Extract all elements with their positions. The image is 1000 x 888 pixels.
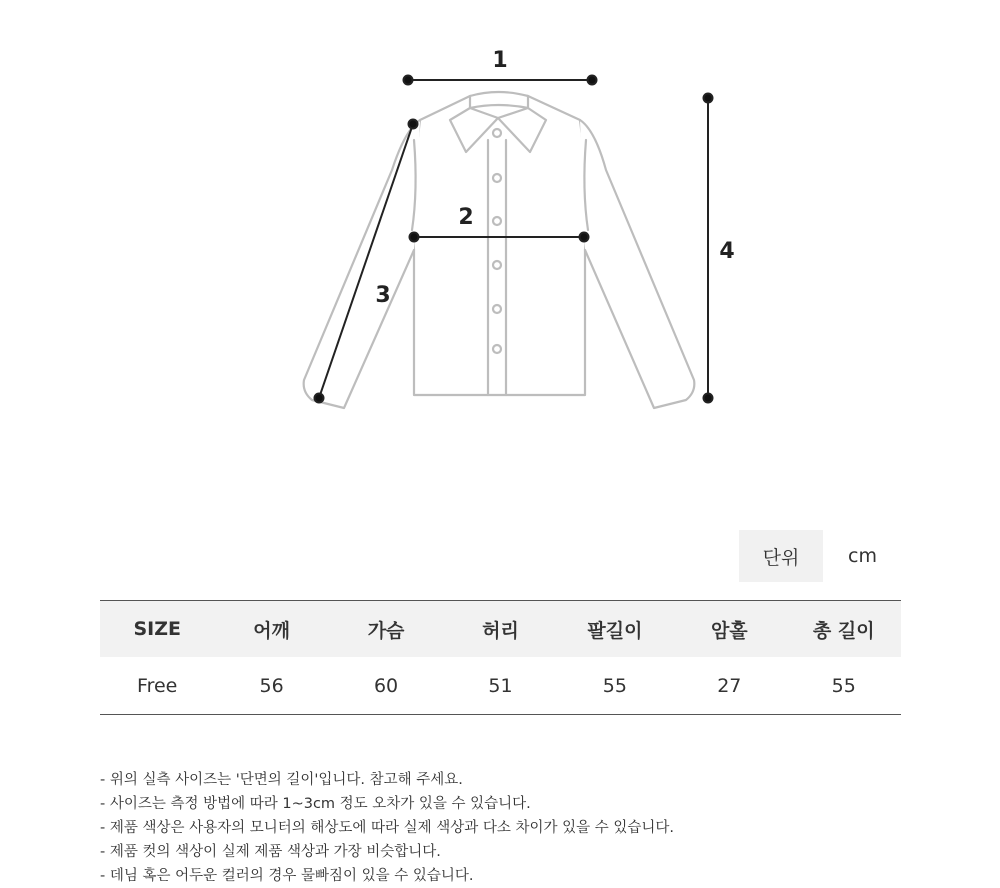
note-item: - 사이즈는 측정 방법에 따라 1~3cm 정도 오차가 있을 수 있습니다.	[100, 796, 531, 812]
header-sleeve: 팔길이	[558, 601, 672, 658]
cell-sleeve: 55	[558, 657, 672, 715]
note-item: - 데님 혹은 어두운 컬러의 경우 물빠짐이 있을 수 있습니다.	[100, 868, 474, 884]
note-item: - 제품 색상은 사용자의 모니터의 해상도에 따라 실제 색상과 다소 차이가 있을 수 있습니다.	[100, 820, 675, 836]
label-chest: 2	[458, 205, 474, 230]
header-total-length: 총 길이	[787, 601, 901, 658]
header-shoulder: 어깨	[214, 601, 328, 658]
unit-label	[739, 530, 823, 582]
header-armhole: 암홀	[672, 601, 786, 658]
unit-label-text: 단위	[762, 546, 800, 569]
header-size: SIZE	[100, 601, 214, 658]
cell-total-length: 55	[787, 657, 901, 715]
cell-waist: 51	[443, 657, 557, 715]
cell-shoulder: 56	[214, 657, 328, 715]
unit-value: cm	[848, 545, 877, 567]
table-header-row	[100, 601, 901, 658]
label-length: 4	[719, 239, 735, 264]
size-notes	[100, 768, 674, 888]
header-chest: 가슴	[329, 601, 443, 658]
label-shoulder: 1	[492, 48, 508, 73]
note-item: - 제품 컷의 색상이 실제 제품 색상과 가장 비슷합니다.	[100, 844, 441, 860]
cell-size: Free	[100, 657, 214, 715]
note-item: - 위의 실측 사이즈는 '단면의 길이'입니다. 참고해 주세요.	[100, 772, 463, 788]
header-waist: 허리	[443, 601, 557, 658]
shirt-outline	[304, 92, 695, 408]
table-row	[100, 657, 901, 715]
shirt-measurement-diagram	[0, 0, 1000, 440]
cell-chest: 60	[329, 657, 443, 715]
label-sleeve: 3	[375, 283, 391, 308]
cell-armhole: 27	[672, 657, 786, 715]
size-table	[100, 600, 901, 715]
